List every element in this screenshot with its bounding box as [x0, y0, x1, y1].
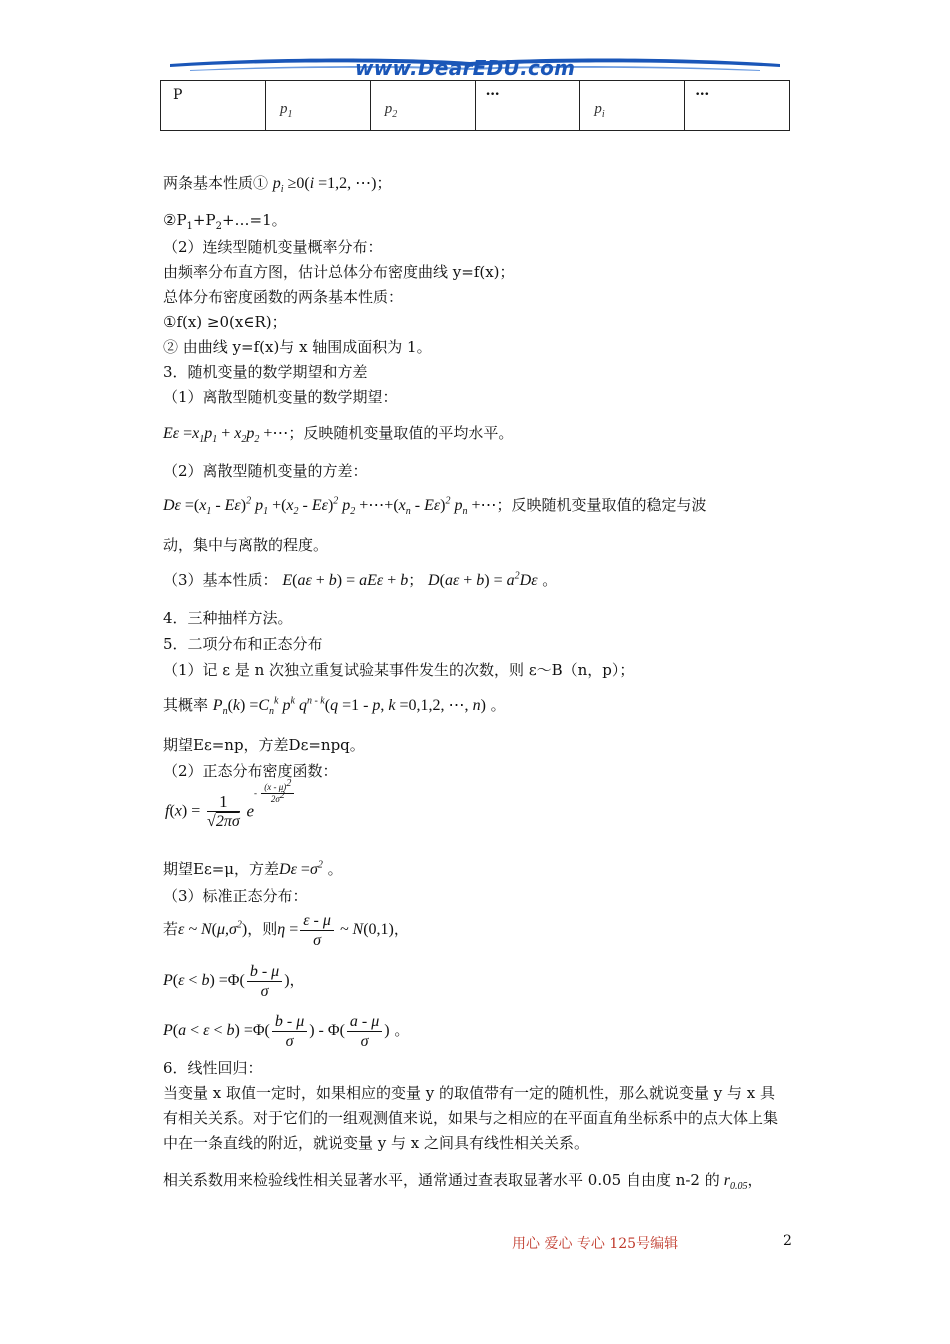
section-heading-6: 6．线性回归：: [163, 1059, 263, 1077]
property-line-2: $②P_1+P_2+\dots=1$。: [163, 211, 287, 232]
distribution-table: [160, 80, 790, 131]
cell-value: …: [695, 83, 710, 99]
cell-subscript: i: [601, 109, 605, 120]
page-number: 2: [783, 1233, 792, 1249]
formula: η = $\frac{\varepsilon - \mu}{\sigma}$ ~ N(0,1): [277, 912, 394, 949]
text: 相关系数用来检验线性相关显著水平，通常通过查表取显著水平 0.05 自由度 n-2 的: [163, 1171, 720, 1189]
text: 若: [163, 920, 179, 939]
binomial-formula: $P_n(k) =C_n^k$ $p^k$ $q^{n - k}(q =1 - p$, k =0,1,2, ⋯, n): [212, 695, 486, 718]
properties-line: （3）基本性质： E(aε + b) = aEε + b； $D(a\varepsilon + b) = a^2D\varepsilon$ 。: [163, 570, 558, 589]
property-line-1: [163, 172, 392, 196]
text: +P: [192, 211, 216, 229]
line: ② 由曲线 y=f(x)与 x 轴围成面积为 1。: [163, 338, 432, 356]
formula: $D\varepsilon =\sigma^2$: [279, 859, 323, 878]
text: +…=1。: [221, 211, 287, 229]
line: （2）连续型随机变量概率分布：: [163, 238, 383, 256]
line: 总体分布密度函数的两条基本性质：: [163, 288, 404, 306]
formula: ε ~ $N(\mu,\sigma^2)$: [178, 919, 248, 939]
binomial-line: 其概率 $P_n(k) =C_n^k$ $p^k$ $q^{n - k}(q =1 - p$, k =0,1,2, ⋯, n) 。: [163, 695, 506, 718]
paragraph-line: 中在一条直线的附近，就说变量 y 与 x 之间具有线性相关关系。: [163, 1134, 590, 1152]
text: 其概率: [163, 696, 209, 714]
paragraph-line: 当变量 x 取值一定时，如果相应的变量 y 的取值带有一定的随机性，那么就说变量 y 与 x 具: [163, 1084, 776, 1102]
text: 期望Εε=μ，方差: [163, 860, 280, 878]
cell-value: p: [594, 101, 602, 117]
text: ；反映随机变量取值的平均水平。: [288, 424, 514, 442]
formula: E(aε + b) = aEε + b: [282, 572, 409, 589]
variance-formula: $D\varepsilon =(x_1 - E\varepsilon)^2$ $p_1 +(x_2 - E\varepsilon)^2$ $p_2$ $+\cdots+(x_n - E\varepsilon)^2$ $p_n$ +⋯: [163, 495, 497, 518]
normal-expectation-line: 期望Εε=μ，方差$D\varepsilon =\sigma^2$ 。: [163, 859, 343, 878]
paragraph-line: 有相关关系。对于它们的一组观测值来说，如果与之相应的在平面直角坐标系中的点大体上集: [163, 1109, 779, 1127]
line: （2）离散型随机变量的方差：: [163, 462, 368, 480]
normal-density-formula: f(x) = $\frac{1}{√2\pi\sigma}$ $e^{- \frac{(x - \mu)^2}{2\sigma^2}}$: [165, 792, 296, 831]
table-label-cell: [161, 81, 266, 131]
cell-subscript: 2: [392, 109, 398, 120]
cell-value: …: [485, 83, 500, 99]
table-label: P: [173, 87, 183, 103]
line: （1）记 ε 是 n 次独立重复试验某事件发生的次数，则 ε～B（n，p）；: [163, 661, 635, 679]
table-cell: [580, 81, 685, 131]
cdf-formula-1: P(ε < b) =Φ( $\frac{b - \mu}{\sigma}$ )，: [163, 963, 305, 1000]
line: （2）正态分布密度函数：: [163, 762, 338, 780]
table-cell: [370, 81, 475, 131]
text: ，则: [247, 920, 278, 939]
paragraph-line: 相关系数用来检验线性相关显著水平，通常通过查表取显著水平 0.05 自由度 n-2 的 $r_{0.05}$，: [163, 1171, 763, 1193]
cell-value: p: [384, 101, 393, 117]
formula: $p_i \ge 0(i =1,2$, ⋯): [272, 175, 377, 196]
line: （3）标准正态分布：: [163, 887, 308, 905]
cell-value: p: [280, 101, 288, 117]
footer-editor-note: 用心 爱心 专心 125号编辑: [512, 1236, 679, 1252]
line: 动，集中与离散的程度。: [163, 536, 329, 554]
site-url-logo: www.DearEDU.com: [355, 56, 576, 80]
variance-line: [163, 494, 707, 518]
text: （3）基本性质：: [163, 571, 278, 589]
cdf-formula-2: P(a < ε < b) =Φ( $\frac{b - \mu}{\sigma}$ ) - Φ( $\frac{a - \mu}{\sigma}$ ) 。: [163, 1013, 410, 1050]
text: ；: [376, 174, 392, 192]
text: ②P: [163, 211, 187, 229]
standard-normal-line: 若ε ~ $N(\mu,\sigma^2)$，则η = $\frac{\varepsilon - \mu}{\sigma}$ ~ N(0,1)，: [163, 912, 409, 949]
text: ；反映随机变量取值的稳定与波: [496, 496, 707, 514]
section-heading-4: 4．三种抽样方法。: [163, 609, 293, 627]
table-cell: [266, 81, 371, 131]
expectation-line: [163, 422, 514, 446]
formula: $D(a\varepsilon + b) = a^2D\varepsilon$: [428, 570, 538, 589]
cell-subscript: 1: [287, 109, 293, 120]
expectation-formula: $E\varepsilon =x_1p_1 + x_2p_2$ +⋯: [163, 425, 289, 446]
line: 期望Εε=np，方差Dε=npq。: [163, 736, 365, 754]
line: 由频率分布直方图，估计总体分布密度曲线 y=f(x)；: [163, 263, 515, 281]
text: 两条基本性质①: [163, 174, 269, 192]
section-heading-5: 5．二项分布和正态分布: [163, 635, 323, 653]
line: （1）离散型随机变量的数学期望：: [163, 388, 398, 406]
section-heading-3: 3．随机变量的数学期望和方差: [163, 363, 368, 381]
table-cell: [685, 81, 790, 131]
table-cell: [475, 81, 580, 131]
formula: $r_{0.05}$: [719, 1172, 748, 1193]
line: ①f(x) ≥0(x∈R)；: [163, 313, 287, 331]
